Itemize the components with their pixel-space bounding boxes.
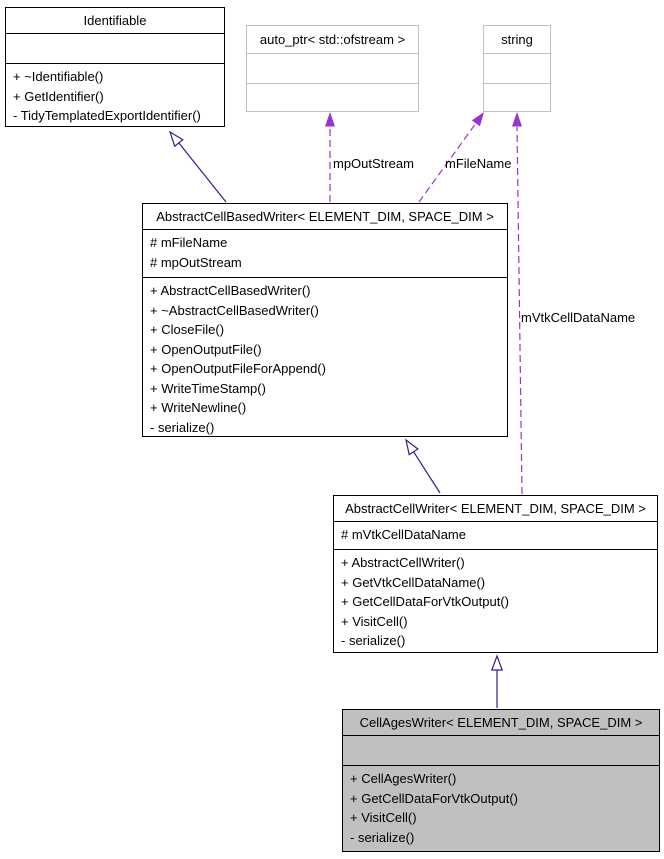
method: - serialize() xyxy=(341,633,406,648)
method: + OpenOutputFileForAppend() xyxy=(150,361,326,376)
class-box-auto-ptr[interactable] xyxy=(246,25,419,112)
inheritance-arrow-abstractcellbasedwriter-identifiable xyxy=(170,132,226,202)
method: + WriteTimeStamp() xyxy=(150,380,266,396)
class-title: auto_ptr< std::ofstream > xyxy=(247,26,418,54)
edge-label-mvtkcelldataname: mVtkCellDataName xyxy=(521,310,636,325)
attributes-section xyxy=(6,34,224,64)
methods-section xyxy=(334,550,657,651)
class-box-string[interactable] xyxy=(483,25,551,112)
method: + GetVtkCellDataName() xyxy=(341,574,486,590)
method: + VisitCell() xyxy=(350,810,417,825)
method: + OpenOutputFile() xyxy=(150,341,262,357)
class-title: Identifiable xyxy=(6,8,224,34)
methods-section xyxy=(6,64,224,126)
attributes-section xyxy=(343,736,659,766)
attribute: # mpOutStream xyxy=(150,254,242,270)
attribute: # mVtkCellDataName xyxy=(341,527,466,542)
attributes-section xyxy=(484,54,550,84)
class-title: AbstractCellWriter< ELEMENT_DIM, SPACE_DIM > xyxy=(334,496,657,522)
class-box-abstractcellwriter[interactable] xyxy=(333,495,658,653)
inheritance-arrow-abstractcellwriter-abstractcellbasedwriter xyxy=(406,440,440,493)
method: + AbstractCellWriter() xyxy=(341,555,465,570)
method: - TidyTemplatedExportIdentifier() xyxy=(13,108,201,123)
class-box-identifiable[interactable] xyxy=(5,7,225,127)
usage-arrow-mvtkcelldataname xyxy=(512,112,522,494)
attributes-section xyxy=(247,54,418,84)
inheritance-arrow-cellageswriter-abstractcellwriter xyxy=(492,656,502,708)
class-title: AbstractCellBasedWriter< ELEMENT_DIM, SPACE_DIM > xyxy=(143,204,507,230)
method: + AbstractCellBasedWriter() xyxy=(150,283,311,298)
method: + GetCellDataForVtkOutput() xyxy=(350,790,518,806)
class-box-cellageswriter[interactable] xyxy=(342,709,660,852)
method: + GetIdentifier() xyxy=(13,88,104,104)
method: + WriteNewline() xyxy=(150,400,247,415)
method: + CloseFile() xyxy=(150,322,225,337)
method: - serialize() xyxy=(350,829,415,845)
method: + CellAgesWriter() xyxy=(350,771,457,786)
attributes-section xyxy=(143,230,507,278)
method: + ~AbstractCellBasedWriter() xyxy=(150,302,319,318)
class-box-abstractcellbasedwriter[interactable] xyxy=(142,203,508,437)
method: - serialize() xyxy=(150,419,215,435)
edge-label-mfilename: mFileName xyxy=(445,156,512,171)
methods-section xyxy=(143,278,507,437)
method: + GetCellDataForVtkOutput() xyxy=(341,594,509,609)
methods-section xyxy=(343,766,659,847)
attribute: # mFileName xyxy=(150,235,228,250)
class-title: string xyxy=(484,26,550,54)
attributes-section xyxy=(334,522,657,550)
class-title: CellAgesWriter< ELEMENT_DIM, SPACE_DIM > xyxy=(343,710,659,736)
edge-label-mpoutstream: mpOutStream xyxy=(333,156,414,171)
method: + VisitCell() xyxy=(341,613,408,629)
method: + ~Identifiable() xyxy=(13,69,104,84)
